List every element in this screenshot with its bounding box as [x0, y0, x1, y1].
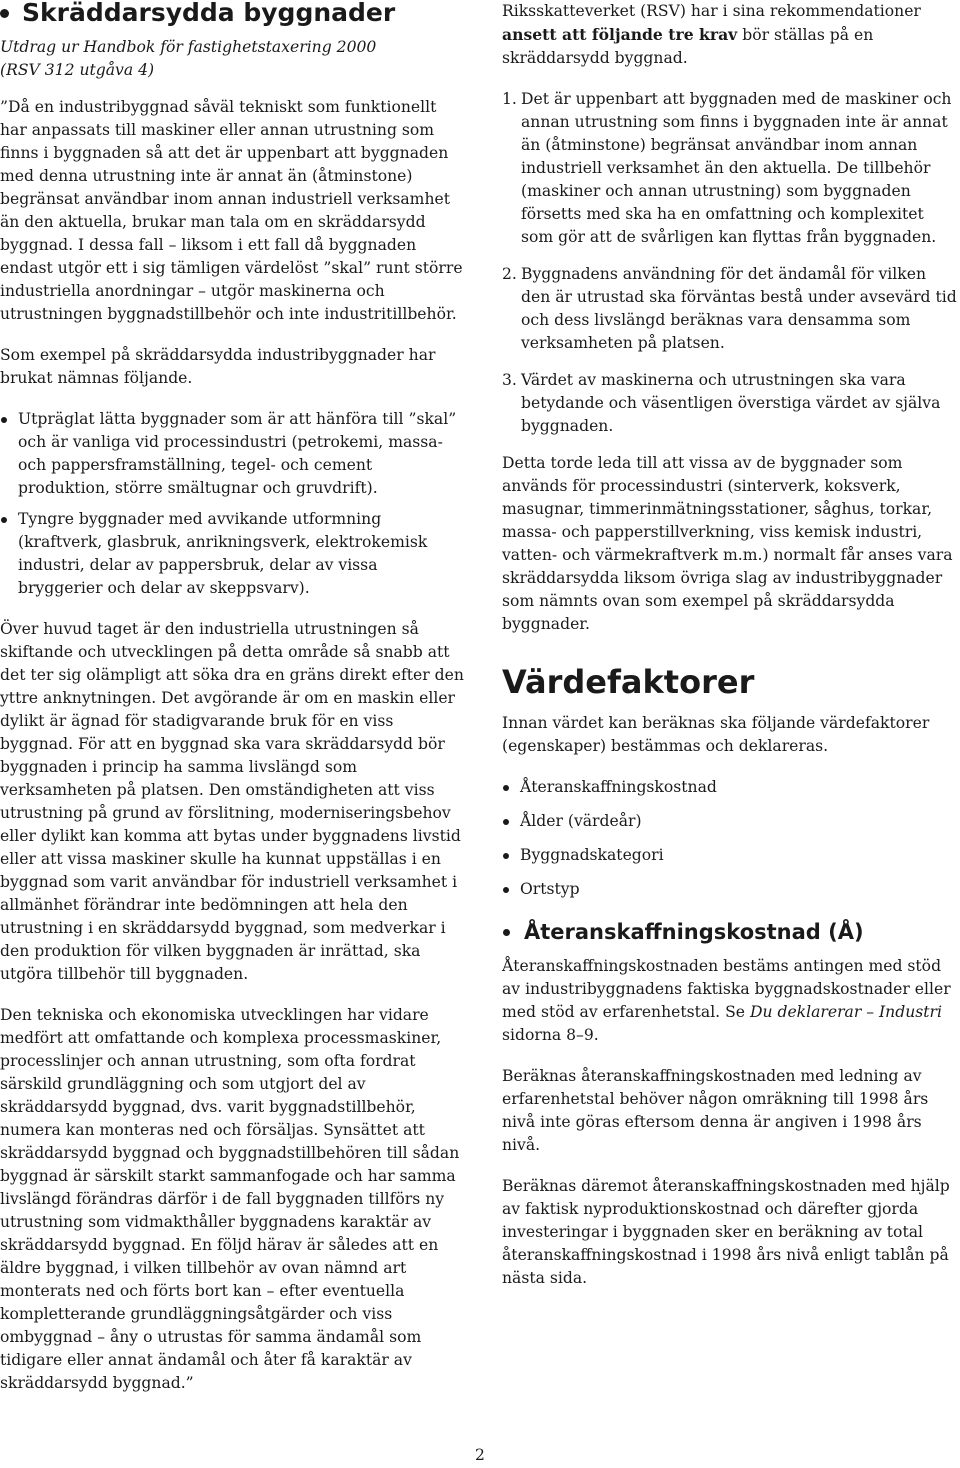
factor-list	[502, 776, 960, 901]
quote-paragraph: Som exempel på skräddarsydda industribyggnader har brukat nämnas följande.	[0, 346, 436, 387]
list-item: Ortstyp	[502, 878, 960, 901]
intro-bold-text: ansett att följande tre krav	[502, 25, 738, 44]
list-item	[502, 263, 960, 355]
body-paragraph: Detta torde leda till att vissa av de byggnader som används för processindustri (sinterverk, koksverk, masugnar, timmerinmätningsstationer, såghus, torkar, massa- och papperstillverkning, viss kemisk industri, vatten- och värmekraftverk m.m.) normalt får anses vara skräddarsydda liksom övriga slag av industribyggnader som nämnts ovan som exempel på skräddarsydda byggnader.	[502, 454, 953, 633]
list-item: Utpräglat lätta byggnader som är att hänföra till ”skal” och är vanliga vid processindustri (petrokemi, massa- och pappersframställning, tegel- och cement produktion, större smältugnar och gruvdrift).	[0, 408, 465, 500]
requirements-list	[502, 88, 960, 438]
item-number: 2.	[502, 265, 517, 283]
body-paragraph: Innan värdet kan beräknas ska följande värdefaktorer (egenskaper) bestämmas och deklareras.	[502, 714, 930, 755]
body-paragraph: Över huvud taget är den industriella utrustningen så skiftande och utvecklingen på detta område så snabb att det ter sig olämpligt att söka dra en gräns direkt efter den yttre anknytningen. Det avgörande är om en maskin eller dylikt är ägnad för stadigvarande bruk för en viss byggnad. För att en byggnad ska vara skräddarsydd bör byggnaden i princip ha samma livslängd som verksamheten på platsen. Den omständigheten att viss utrustning på grund av förslitning, moderniseringsbehov eller dylikt kan komma att bytas under byggnadens livstid eller att vissa maskiner skulle ha kunnat uppställas i en byggnad som varit användbar för industriell verksamhet i allmänhet förändrar inte bedömningen att hela den utrustning i en skräddarsydd byggnad, som medverkar i den produktion för vilken byggnaden är inrättad, ska utgöra tillbehör till byggnaden.	[0, 620, 464, 983]
item-text: Värdet av maskinerna och utrustningen ska vara betydande och väsentligen överstiga värdet av själva byggnaden.	[521, 371, 941, 435]
list-item: Byggnadskategori	[502, 844, 960, 867]
subsection-heading-text: Återanskaffningskostnad (Å)	[524, 920, 864, 944]
example-list	[0, 408, 465, 600]
section-heading	[0, 0, 465, 26]
paragraph-text-end: sidorna 8–9.	[502, 1026, 599, 1044]
intro-text: Riksskatteverket (RSV) har i sina rekommendationer	[502, 2, 921, 20]
subsection-heading	[502, 919, 960, 945]
quote-paragraph: ”Då en industribyggnad såväl tekniskt som funktionellt har anpassats till maskiner eller annan utrustning som finns i byggnaden så att det är uppenbart att byggnaden med denna utrustning inte är annat än (åtminstone) begränsat användbar inom annan industriell verksamhet än den aktuella, brukar man tala om en skräddarsydd byggnad. I dessa fall – liksom i ett fall då byggnaden endast utgör ett i sig tämligen värdelöst ”skal” runt större industriella anordningar – utgör maskinerna och utrustningen byggnadstillbehör och inte industritillbehör.	[0, 98, 463, 323]
heading-text: Skräddarsydda byggnader	[22, 0, 396, 27]
body-paragraph	[502, 955, 960, 1047]
item-text: Byggnadens användning för det ändamål för vilken den är utrustad ska förväntas bestå under avsevärd tid och dess livslängd beräknas vara densamma som verksamheten på platsen.	[521, 265, 957, 352]
item-number: 3.	[502, 371, 517, 389]
citation-line-2: (RSV 312 utgåva 4)	[0, 61, 155, 79]
left-column	[0, 0, 465, 1413]
list-item: Återanskaffningskostnad	[502, 776, 960, 799]
citation-line-1: Utdrag ur Handbok för fastighetstaxering 2000	[0, 38, 377, 56]
page-number: 2	[475, 1446, 485, 1464]
body-paragraph: Beräknas däremot återanskaffningskostnaden med hjälp av faktisk nyproduktionskostnad och därefter gjorda investeringar i byggnaden sker en beräkning av total återanskaffningskostnad i 1998 års nivå enligt tablån på nästa sida.	[502, 1177, 950, 1287]
paragraph-text: Återanskaffningskostnaden bestäms antingen med stöd av industribyggnadens faktiska byggnadskostnader eller med stöd av erfarenhetstal. Se	[502, 957, 951, 1021]
list-item	[502, 369, 960, 438]
body-paragraph: Beräknas återanskaffningskostnaden med ledning av erfarenhetstal behöver någon omräkning till 1998 års nivå inte göras eftersom denna är angiven i 1998 års nivå.	[502, 1067, 929, 1154]
item-text: Det är uppenbart att byggnaden med de maskiner och annan utrustning som finns i byggnaden inte är annat än (åtminstone) begränsat användbar inom annan industriell verksamhet än den aktuella. De tillbehör (maskiner och annan utrustning) som byggnaden försetts med ska ha en omfattning och komplexitet som gör att de svårligen kan flyttas från byggnaden.	[521, 90, 952, 246]
item-number: 1.	[502, 90, 517, 108]
intro-text-end: bör ställas på en skräddarsydd byggnad.	[502, 26, 874, 67]
list-item: Ålder (värdeår)	[502, 810, 960, 833]
intro-paragraph	[502, 0, 960, 70]
publication-reference: Du deklarerar – Industri	[749, 1003, 942, 1021]
source-citation	[0, 36, 465, 82]
body-paragraph: Den tekniska och ekonomiska utvecklingen har vidare medfört att omfattande och komplexa processmaskiner, processlinjer och annan utrustning, som ofta fordrat särskild grundläggning och som utgjort del av skräddarsydd byggnad, dvs. varit byggnadstillbehör, numera kan monteras ned och försäljas. Synsättet att skräddarsydd byggnad och byggnadstillbehören till sådan byggnad är särskilt starkt sammanfogade och har samma livslängd förändras därför i de fall byggnaden tillförs ny utrustning som vidmakthåller byggnadens karaktär av skräddarsydd byggnad. En följd härav är således att en äldre byggnad, i vilken tillbehör av ovan nämnd art monterats ned och förts bort kan – efter eventuella kompletterande grundläggningsåtgärder och viss ombyggnad – åny o utrustas för samma ändamål som tidigare eller annat ändamål och åter få karaktär av skräddarsydd byggnad.”	[0, 1006, 460, 1392]
bullet-icon	[503, 929, 510, 936]
list-item	[502, 88, 960, 249]
bullet-icon	[0, 9, 9, 18]
section-heading-vardefaktorer: Värdefaktorer	[502, 663, 755, 701]
list-item: Tyngre byggnader med avvikande utformning (kraftverk, glasbruk, anrikningsverk, elektrokemisk industri, delar av pappersbruk, delar av vissa bryggerier och delar av skeppsvarv).	[0, 508, 465, 600]
right-column	[502, 0, 960, 1308]
